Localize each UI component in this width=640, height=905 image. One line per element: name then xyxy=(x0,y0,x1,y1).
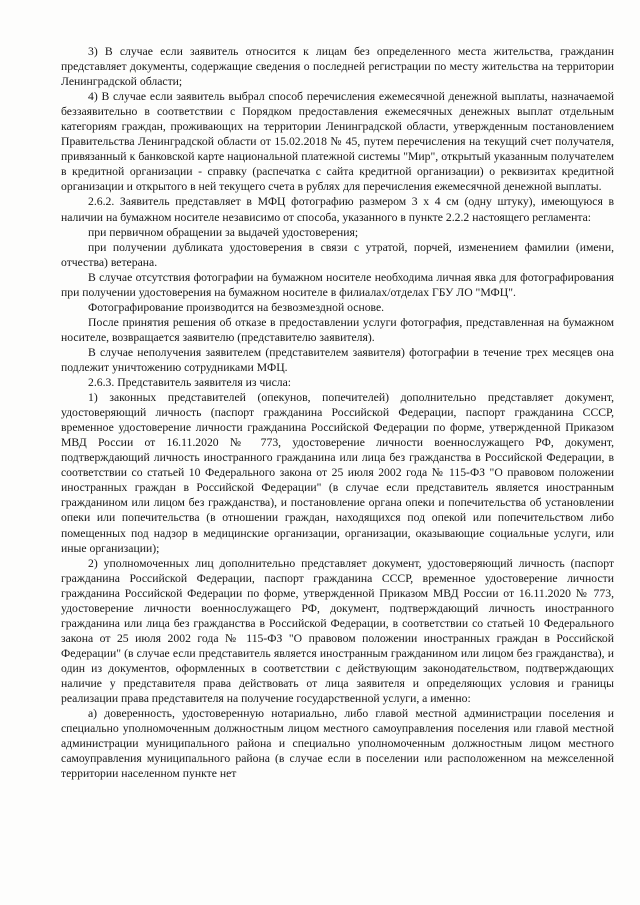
paragraph-duplicate: при получении дубликата удостоверения в связи с утратой, порчей, изменением фамилии (имени, отчества) ветерана. xyxy=(61,240,614,269)
paragraph-legal-representatives: 1) законных представителей (опекунов, попечителей) дополнительно представляет документ, удостоверяющий личность (паспорт гражданина Российской Федерации, паспорт гражданина СССР, временное удостоверение личности гражданина Российской Федерации по форме, утвержденной Приказом МВД России от 16.11.2020 № 773, удостоверение личности военнослужащего РФ, документ, подтверждающий личность иностранного гражданина или лица без гражданства в Российской Федерации, в соответствии со статьей 10 Федерального закона от 25 июля 2002 года № 115-ФЗ "О правовом положении иностранных граждан в Российской Федерации" (в случае если представитель является иностранным гражданином или лицом без гражданства), и постановление органа опеки и попечительства об установлении опеки или попечительства (в отношении граждан, находящихся под опекой или попечительством либо помещенных под надзор в медицинские организации, организации, оказывающие социальные услуги, или иные организации); xyxy=(61,391,614,555)
paragraph-no-photo: В случае отсутствия фотографии на бумажном носителе необходима личная явка для фотографирования при получении удостоверения на бумажном носителе в филиалах/отделах ГБУ ЛО "МФЦ". xyxy=(61,270,614,299)
paragraph-free-photo: Фотографирование производится на безвозмездной основе. xyxy=(88,300,385,314)
paragraph-power-of-attorney: а) доверенность, удостоверенную нотариально, либо главой местной администрации поселения и специально уполномоченным должностным лицом местного самоуправления поселения или главой местной администрации муниципального района и специально уполномоченным должностным лицом местного самоуправления муниципального района (в случае если в поселении или расположенном на межселенной территории населенном пункте нет xyxy=(61,707,614,781)
paragraph-2-6-3-representative: 2.6.3. Представитель заявителя из числа: xyxy=(88,376,292,390)
paragraph-photo-destroy: В случае неполучения заявителем (представителем заявителя) фотографии в течение трех месяцев она подлежит уничтожению сотрудниками МФЦ. xyxy=(61,345,614,374)
paragraph-4-payment-method: 4) В случае если заявитель выбрал способ перечисления ежемесячной денежной выплаты, назначаемой беззаявительно в соответствии с Порядком предоставления ежемесячных денежных выплат отдельным категориям граждан, проживающих на территории Ленинградской области, утвержденным постановлением Правительства Ленинградской области от 15.02.2018 № 45, путем перечисления на текущий счет получателя, привязанный к банковской карте национальной платежной системы "Мир", открытый указанным получателем в кредитной организации - справку (распечатка с сайта кредитной организации) о реквизитах кредитной организации и открытого в ней текущего счета в рублях для перечисления ежемесячной денежной выплаты. xyxy=(61,90,614,194)
paragraph-photo-return: После принятия решения об отказе в предоставлении услуги фотография, представленная на бумажном носителе, возвращается заявителю (представителю заявителя). xyxy=(61,315,614,344)
paragraph-first-request: при первичном обращении за выдачей удостоверения; xyxy=(88,225,359,239)
paragraph-2-6-2-photo: 2.6.2. Заявитель представляет в МФЦ фотографию размером 3 х 4 см (одну штуку), имеющуюся в наличии на бумажном носителе независимо от способа, указанного в пункте 2.2.2 настоящего регламента: xyxy=(61,195,614,224)
paragraph-3-no-residence: 3) В случае если заявитель относится к лицам без определенного места жительства, гражданин представляет документы, содержащие сведения о последней регистрации по месту жительства на территории Ленинградской области; xyxy=(61,45,614,89)
paragraph-authorized-persons: 2) уполномоченных лиц дополнительно представляет документ, удостоверяющий личность (паспорт гражданина Российской Федерации, паспорт гражданина СССР, временное удостоверение личности гражданина Российской Федерации по форме, утвержденной Приказом МВД России от 16.11.2020 № 773, удостоверение личности военнослужащего РФ, документ, подтверждающий личность иностранного гражданина или лица без гражданства в Российской Федерации, в соответствии со статьей 10 Федерального закона от 25 июля 2002 года № 115-ФЗ "О правовом положении иностранных граждан в Российской Федерации" (в случае если представитель является иностранным гражданином или лицом без гражданства), и один из документов, оформленных в соответствии с действующим законодательством, подтверждающих наличие у представителя права действовать от лица заявителя и определяющих условия и границы реализации права представителя на получение государственной услуги, а именно: xyxy=(61,556,614,706)
